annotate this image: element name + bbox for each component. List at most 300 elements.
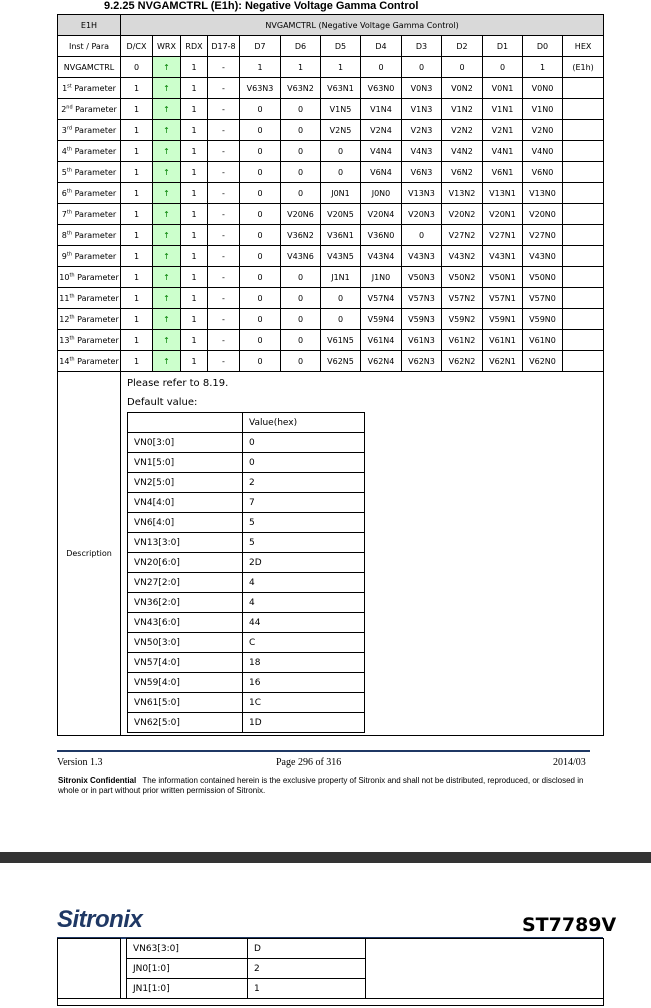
bit-cell-d5: V61N5 <box>321 330 361 351</box>
rdx-cell: 1 <box>181 330 208 351</box>
dcx-cell: 1 <box>121 351 153 372</box>
d17-8-cell: - <box>208 267 240 288</box>
bit-cell-d3: V57N3 <box>402 288 442 309</box>
bit-cell-d6: 0 <box>281 309 321 330</box>
bit-cell-d3: V6N3 <box>402 162 442 183</box>
hex-cell <box>563 78 604 99</box>
default-value: 18 <box>243 653 365 673</box>
bit-cell-d4: V36N0 <box>361 225 402 246</box>
d17-8-cell: - <box>208 183 240 204</box>
bit-cell-d1: V43N1 <box>483 246 523 267</box>
bit-cell-d2: V57N2 <box>442 288 483 309</box>
row-label-text: Parameter <box>74 272 119 282</box>
rdx-cell: 1 <box>181 57 208 78</box>
bit-cell-d3: 0 <box>402 57 442 78</box>
default-value-header: Value(hex) <box>243 413 365 433</box>
row-label <box>58 225 121 246</box>
row-label <box>58 78 121 99</box>
row-label-suffix: th <box>69 355 75 362</box>
default-value: C <box>243 633 365 653</box>
bit-cell-d4: 0 <box>361 57 402 78</box>
row-label <box>58 183 121 204</box>
default-value: 4 <box>243 573 365 593</box>
bit-cell-d6: 0 <box>281 99 321 120</box>
row-label-text: Parameter <box>72 146 117 156</box>
bit-cell-d7: 0 <box>240 288 281 309</box>
default-value: 44 <box>243 613 365 633</box>
bit-cell-d6: V63N2 <box>281 78 321 99</box>
d17-8-cell: - <box>208 330 240 351</box>
bit-cell-d2: V4N2 <box>442 141 483 162</box>
bit-cell-d5: V1N5 <box>321 99 361 120</box>
bit-cell-d7: 0 <box>240 162 281 183</box>
row-label-number: 11 <box>59 293 70 303</box>
hex-cell <box>563 330 604 351</box>
column-header: WRX <box>153 36 181 57</box>
rdx-cell: 1 <box>181 120 208 141</box>
bit-cell-d0: V43N0 <box>523 246 563 267</box>
bit-cell-d6: 0 <box>281 120 321 141</box>
continued-next-cell <box>58 999 604 1006</box>
column-header: HEX <box>563 36 604 57</box>
default-value-row <box>128 613 365 633</box>
bit-cell-d5: V43N5 <box>321 246 361 267</box>
default-name: VN63[3:0] <box>127 939 248 959</box>
bit-cell-d4: V59N4 <box>361 309 402 330</box>
bit-cell-d7: 0 <box>240 351 281 372</box>
wrx-rising-edge: ↑ <box>153 183 181 204</box>
rdx-cell: 1 <box>181 204 208 225</box>
rdx-cell: 1 <box>181 288 208 309</box>
default-values-header <box>128 413 365 433</box>
row-label-text: Parameter <box>74 314 119 324</box>
default-name: VN59[4:0] <box>128 673 243 693</box>
row-label-number: 2 <box>61 104 67 114</box>
bit-cell-d0: V4N0 <box>523 141 563 162</box>
rdx-cell: 1 <box>181 99 208 120</box>
hex-cell <box>563 183 604 204</box>
default-value: 5 <box>243 533 365 553</box>
row-label <box>58 351 121 372</box>
default-value: 2 <box>248 959 366 979</box>
description-row <box>58 372 604 736</box>
row-label-number: 12 <box>59 314 70 324</box>
bit-cell-d5: J1N1 <box>321 267 361 288</box>
default-value-row <box>128 473 365 493</box>
bit-cell-d4: V62N4 <box>361 351 402 372</box>
table-row <box>58 267 604 288</box>
wrx-rising-edge: ↑ <box>153 330 181 351</box>
wrx-rising-edge: ↑ <box>153 204 181 225</box>
wrx-rising-edge: ↑ <box>153 267 181 288</box>
row-label-text: Parameter <box>72 167 117 177</box>
bit-cell-d7: 0 <box>240 246 281 267</box>
column-header: D1 <box>483 36 523 57</box>
column-header: Inst / Para <box>58 36 121 57</box>
bit-cell-d6: V43N6 <box>281 246 321 267</box>
column-header: D3 <box>402 36 442 57</box>
refer-text: Please refer to 8.19. <box>127 378 229 389</box>
bit-cell-d7: 0 <box>240 99 281 120</box>
bit-cell-d1: V59N1 <box>483 309 523 330</box>
d17-8-cell: - <box>208 351 240 372</box>
footer-divider <box>57 750 590 752</box>
default-value-row <box>128 633 365 653</box>
d17-8-cell: - <box>208 288 240 309</box>
bit-cell-d0: V59N0 <box>523 309 563 330</box>
bit-cell-d4: V2N4 <box>361 120 402 141</box>
row-label-number: 8 <box>61 230 67 240</box>
bit-cell-d1: V50N1 <box>483 267 523 288</box>
bit-cell-d0: V0N0 <box>523 78 563 99</box>
confidential-label: Sitronix Confidential <box>58 776 137 785</box>
continued-row <box>58 939 604 959</box>
default-value: 1D <box>243 713 365 733</box>
table-row <box>58 351 604 372</box>
bit-cell-d5: 1 <box>321 57 361 78</box>
wrx-rising-edge: ↑ <box>153 246 181 267</box>
row-label-suffix: th <box>69 334 75 341</box>
default-value-row <box>128 653 365 673</box>
table-row <box>58 309 604 330</box>
bit-cell-d1: V0N1 <box>483 78 523 99</box>
bit-cell-d1: V62N1 <box>483 351 523 372</box>
column-header: D2 <box>442 36 483 57</box>
command-name-cell: NVGAMCTRL (Negative Voltage Gamma Control) <box>121 15 604 36</box>
bit-cell-d3: V20N3 <box>402 204 442 225</box>
dcx-cell: 1 <box>121 120 153 141</box>
table-row <box>58 288 604 309</box>
default-name: VN6[4:0] <box>128 513 243 533</box>
wrx-rising-edge: ↑ <box>153 225 181 246</box>
row-label <box>58 120 121 141</box>
default-name: VN50[3:0] <box>128 633 243 653</box>
dcx-cell: 1 <box>121 183 153 204</box>
row-label-suffix: th <box>69 313 75 320</box>
default-value-row <box>128 573 365 593</box>
bit-cell-d5: V2N5 <box>321 120 361 141</box>
row-label-text: Parameter <box>72 230 117 240</box>
dcx-cell: 1 <box>121 309 153 330</box>
d17-8-cell: - <box>208 309 240 330</box>
bit-cell-d0: V27N0 <box>523 225 563 246</box>
hex-cell <box>563 309 604 330</box>
description-content <box>121 372 604 736</box>
bit-cell-d1: V1N1 <box>483 99 523 120</box>
wrx-rising-edge: ↑ <box>153 120 181 141</box>
default-value-row <box>128 533 365 553</box>
bit-cell-d1: V27N1 <box>483 225 523 246</box>
default-name: VN43[6:0] <box>128 613 243 633</box>
bit-cell-d3: V2N3 <box>402 120 442 141</box>
default-value-row <box>128 453 365 473</box>
hex-cell <box>563 162 604 183</box>
bit-cell-d1: 0 <box>483 57 523 78</box>
default-name: VN62[5:0] <box>128 713 243 733</box>
hex-cell <box>563 246 604 267</box>
bit-cell-d4: V57N4 <box>361 288 402 309</box>
rdx-cell: 1 <box>181 267 208 288</box>
d17-8-cell: - <box>208 204 240 225</box>
bit-cell-d3: V0N3 <box>402 78 442 99</box>
bit-cell-d6: V36N2 <box>281 225 321 246</box>
d17-8-cell: - <box>208 162 240 183</box>
bit-cell-d3: V1N3 <box>402 99 442 120</box>
table-row <box>58 162 604 183</box>
bit-cell-d5: V63N1 <box>321 78 361 99</box>
rdx-cell: 1 <box>181 183 208 204</box>
bit-cell-d2: V13N2 <box>442 183 483 204</box>
row-label-number: 13 <box>59 335 70 345</box>
dcx-cell: 0 <box>121 57 153 78</box>
row-label-suffix: nd <box>66 103 73 110</box>
continued-table <box>57 938 604 1006</box>
default-name: VN4[4:0] <box>128 493 243 513</box>
bit-cell-d3: V13N3 <box>402 183 442 204</box>
wrx-rising-edge: ↑ <box>153 141 181 162</box>
table-row <box>58 57 604 78</box>
bit-cell-d3: V61N3 <box>402 330 442 351</box>
column-header: D7 <box>240 36 281 57</box>
column-header: D17-8 <box>208 36 240 57</box>
dcx-cell: 1 <box>121 246 153 267</box>
bit-cell-d0: V6N0 <box>523 162 563 183</box>
bit-cell-d2: V27N2 <box>442 225 483 246</box>
bit-cell-d7: 0 <box>240 267 281 288</box>
bit-cell-d1: V6N1 <box>483 162 523 183</box>
wrx-rising-edge: ↑ <box>153 162 181 183</box>
bit-cell-d2: V2N2 <box>442 120 483 141</box>
bit-cell-d2: V6N2 <box>442 162 483 183</box>
wrx-rising-edge: ↑ <box>153 78 181 99</box>
d17-8-cell: - <box>208 246 240 267</box>
bit-cell-d5: 0 <box>321 309 361 330</box>
bit-cell-d4: V4N4 <box>361 141 402 162</box>
bit-cell-d2: V62N2 <box>442 351 483 372</box>
d17-8-cell: - <box>208 120 240 141</box>
bit-cell-d1: V20N1 <box>483 204 523 225</box>
dcx-cell: 1 <box>121 99 153 120</box>
table-row <box>58 204 604 225</box>
column-header: D0 <box>523 36 563 57</box>
default-values-table <box>127 412 365 733</box>
table-row <box>58 246 604 267</box>
d17-8-cell: - <box>208 225 240 246</box>
row-label <box>58 141 121 162</box>
table-row <box>58 141 604 162</box>
bit-cell-d0: 1 <box>523 57 563 78</box>
table-row <box>58 99 604 120</box>
table-header-row <box>58 15 604 36</box>
dcx-cell: 1 <box>121 225 153 246</box>
column-header: D5 <box>321 36 361 57</box>
bit-cell-d7: 0 <box>240 225 281 246</box>
confidential-notice <box>58 776 603 796</box>
row-label-number: 10 <box>59 272 70 282</box>
bit-cell-d4: V20N4 <box>361 204 402 225</box>
row-label-text: Parameter <box>71 83 116 93</box>
dcx-cell: 1 <box>121 162 153 183</box>
bit-cell-d5: V20N5 <box>321 204 361 225</box>
bit-cell-d5: 0 <box>321 141 361 162</box>
dcx-cell: 1 <box>121 204 153 225</box>
footer-date: 2014/03 <box>553 757 586 768</box>
confidential-text: The information contained herein is the exclusive property of Sitronix and shall not be distributed, reproduced, or disclosed in whole or in part without prior written permission of Sitronix. <box>58 776 584 795</box>
bit-cell-d4: J0N0 <box>361 183 402 204</box>
bit-cell-d6: 0 <box>281 162 321 183</box>
wrx-rising-edge: ↑ <box>153 288 181 309</box>
row-label-text: Parameter <box>74 335 119 345</box>
row-label <box>58 288 121 309</box>
row-label-number: 4 <box>61 146 67 156</box>
hex-cell <box>563 225 604 246</box>
rdx-cell: 1 <box>181 78 208 99</box>
hex-cell <box>563 351 604 372</box>
bit-cell-d3: V59N3 <box>402 309 442 330</box>
bit-cell-d3: V62N3 <box>402 351 442 372</box>
default-value: 2 <box>243 473 365 493</box>
rdx-cell: 1 <box>181 246 208 267</box>
default-name: VN57[4:0] <box>128 653 243 673</box>
bit-cell-d0: V61N0 <box>523 330 563 351</box>
bit-cell-d6: 0 <box>281 141 321 162</box>
default-value: 7 <box>243 493 365 513</box>
row-label-suffix: th <box>66 145 73 152</box>
default-name: VN20[6:0] <box>128 553 243 573</box>
bit-cell-d4: V61N4 <box>361 330 402 351</box>
default-value: D <box>248 939 366 959</box>
table-row <box>58 78 604 99</box>
default-value-label: Default value: <box>127 397 198 408</box>
bit-cell-d5: J0N1 <box>321 183 361 204</box>
bit-cell-d7: 0 <box>240 204 281 225</box>
column-header: D6 <box>281 36 321 57</box>
dcx-cell: 1 <box>121 78 153 99</box>
bit-cell-d6: 0 <box>281 288 321 309</box>
row-label <box>58 204 121 225</box>
rdx-cell: 1 <box>181 141 208 162</box>
bit-cell-d6: V20N6 <box>281 204 321 225</box>
d17-8-cell: - <box>208 99 240 120</box>
bit-cell-d6: 0 <box>281 267 321 288</box>
d17-8-cell: - <box>208 78 240 99</box>
bit-cell-d1: V57N1 <box>483 288 523 309</box>
bit-cell-d0: V13N0 <box>523 183 563 204</box>
default-value-row <box>128 493 365 513</box>
bit-cell-d6: 0 <box>281 183 321 204</box>
bit-cell-d0: V1N0 <box>523 99 563 120</box>
wrx-rising-edge: ↑ <box>153 309 181 330</box>
bit-cell-d1: V61N1 <box>483 330 523 351</box>
row-label-number: 14 <box>59 356 70 366</box>
bit-cell-d1: V13N1 <box>483 183 523 204</box>
bit-cell-d2: V59N2 <box>442 309 483 330</box>
default-value: 4 <box>243 593 365 613</box>
bit-cell-d3: V43N3 <box>402 246 442 267</box>
default-name: VN61[5:0] <box>128 693 243 713</box>
column-header-row <box>58 36 604 57</box>
row-label <box>58 309 121 330</box>
default-value-row <box>128 693 365 713</box>
table-row <box>58 330 604 351</box>
bit-cell-d4: V63N0 <box>361 78 402 99</box>
hex-cell: (E1h) <box>563 57 604 78</box>
row-label-text: Parameter <box>72 251 117 261</box>
default-name: VN13[3:0] <box>128 533 243 553</box>
row-label-text: Parameter <box>74 293 119 303</box>
bit-cell-d5: 0 <box>321 162 361 183</box>
bit-cell-d4: V6N4 <box>361 162 402 183</box>
continued-label-cell <box>58 939 121 999</box>
default-name: VN2[5:0] <box>128 473 243 493</box>
bit-cell-d6: 0 <box>281 351 321 372</box>
row-label-number: 3 <box>61 125 67 135</box>
bit-cell-d2: V50N2 <box>442 267 483 288</box>
company-logo: Sitronix <box>57 906 143 933</box>
default-value-row <box>128 553 365 573</box>
description-label: Description <box>58 372 121 736</box>
footer-page-number: Page 296 of 316 <box>276 757 342 768</box>
default-value-row <box>128 513 365 533</box>
bit-cell-d2: V61N2 <box>442 330 483 351</box>
default-name: JN0[1:0] <box>127 959 248 979</box>
rdx-cell: 1 <box>181 351 208 372</box>
bit-cell-d7: 0 <box>240 330 281 351</box>
default-value-row <box>128 713 365 733</box>
row-label-number: 6 <box>61 188 67 198</box>
register-table <box>57 14 604 736</box>
bit-cell-d6: 0 <box>281 330 321 351</box>
default-value: 0 <box>243 453 365 473</box>
row-label-suffix: th <box>66 208 73 215</box>
bit-cell-d1: V4N1 <box>483 141 523 162</box>
part-number: ST7789V <box>522 914 617 936</box>
bit-cell-d3: V50N3 <box>402 267 442 288</box>
row-label <box>58 99 121 120</box>
row-label <box>58 246 121 267</box>
row-label-number: 5 <box>61 167 67 177</box>
bit-cell-d7: V63N3 <box>240 78 281 99</box>
bit-cell-d5: V62N5 <box>321 351 361 372</box>
bit-cell-d5: V36N1 <box>321 225 361 246</box>
default-value: 0 <box>243 433 365 453</box>
default-value-row <box>128 593 365 613</box>
row-label-suffix: th <box>69 271 75 278</box>
hex-cell <box>563 267 604 288</box>
row-label-number: 9 <box>61 251 67 261</box>
bit-cell-d0: V57N0 <box>523 288 563 309</box>
default-name: VN27[2:0] <box>128 573 243 593</box>
bit-cell-d7: 0 <box>240 120 281 141</box>
row-label <box>58 57 121 78</box>
default-name-header <box>128 413 243 433</box>
row-label-suffix: th <box>69 292 75 299</box>
row-label-suffix: th <box>66 166 73 173</box>
row-label-number: 1 <box>62 83 68 93</box>
default-name: VN0[3:0] <box>128 433 243 453</box>
default-value: 2D <box>243 553 365 573</box>
bit-cell-d7: 0 <box>240 309 281 330</box>
row-label-text: Parameter <box>72 104 117 114</box>
column-header: D4 <box>361 36 402 57</box>
section-title: 9.2.25 NVGAMCTRL (E1h): Negative Voltage Gamma Control <box>104 0 419 12</box>
default-value: 1 <box>248 979 366 999</box>
hex-cell <box>563 120 604 141</box>
hex-cell <box>563 288 604 309</box>
bit-cell-d2: V20N2 <box>442 204 483 225</box>
bit-cell-d0: V50N0 <box>523 267 563 288</box>
continued-blank-cell <box>366 939 604 999</box>
